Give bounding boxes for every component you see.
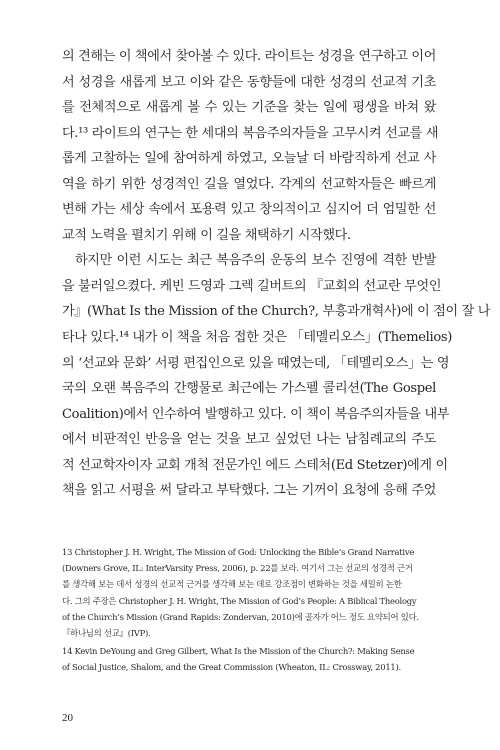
body-line: 하지만 이런 시도는 최근 복음주의 운동의 보수 진영에 격한 반발 [75, 253, 436, 269]
body-line: 서 성경을 새롭게 보고 이와 같은 동향들에 대한 성경의 선교적 기초 [62, 74, 436, 90]
footnote-line: (Downers Grove, IL: InterVarsity Press, 2006), p. 22를 보라. 여기서 그는 선교의 성경적 근거 [62, 563, 413, 574]
footnote-line: of Social Justice, Shalom, and the Great Commission (Wheaton, IL: Crossway, 2011). [62, 662, 401, 673]
body-text [62, 44, 491, 504]
body-line: 역을 하기 위한 성경적인 길을 열었다. 각계의 선교학자들은 빠르게 [62, 176, 436, 192]
body-line: 의 견해는 이 책에서 찾아볼 수 있다. 라이트는 성경을 연구하고 이어 [62, 49, 436, 64]
footnote-line: 다. 그의 주장은 Christopher J. H. Wright, The Mission of God’s People: A Biblical Theology [62, 595, 417, 606]
body-line: 를 전체적으로 새롭게 볼 수 있는 기준을 찾는 일에 평생을 바쳐 왔 [62, 100, 436, 116]
footnote-line: 14 Kevin DeYoung and Greg Gilbert, What Is the Mission of the Church?: Making Sense [62, 646, 415, 657]
footnote-line: 『하나님의 선교』(IVP). [62, 627, 151, 638]
footnote-line: 를 생각해 보는 데서 성경의 선교적 근거를 생각해 보는 데로 강조점이 변화하는 것을 세밀히 논한 [62, 579, 402, 590]
body-line: 을 불러일으켰다. 케빈 드영과 그렉 길버트의 『교회의 선교란 무엇인 [62, 278, 442, 294]
body-line: 타나 있다.¹⁴ 내가 이 책을 처음 접한 것은 「테멜리오스」(Themelios) [62, 330, 452, 346]
body-line: 국의 오랜 복음주의 간행물로 최근에는 가스펠 콜리션(The Gospel [62, 381, 436, 397]
body-line: 에서 비판적인 반응을 얻는 것을 보고 싶었던 나는 남침례교의 주도 [62, 432, 436, 448]
body-line: 책을 읽고 서평을 써 달라고 부탁했다. 그는 기꺼이 요청에 응해 주었 [62, 483, 436, 499]
footnote-line: of the Church’s Mission (Grand Rapids: Zondervan, 2010)에 골자가 어느 정도 요약되어 있다. [62, 611, 419, 622]
body-line: 가』(What Is the Mission of the Church?, 부흥과개혁사)에 이 점이 잘 나 [62, 304, 491, 320]
body-line: 의 ‘선교와 문화’ 서평 편집인으로 있을 때였는데, 「테멜리오스」는 영 [62, 355, 450, 371]
body-line: 변해 가는 세상 속에서 포용력 있고 창의적이고 심지어 더 엄밀한 선 [62, 202, 436, 218]
page-number: 20 [62, 712, 73, 724]
body-line: 다.¹³ 라이트의 연구는 한 세대의 복음주의자들을 고무시켜 선교를 새 [62, 125, 439, 141]
body-line: Coalition)에서 인수하여 발행하고 있다. 이 책이 복음주의자들을 내부 [62, 406, 450, 422]
body-line: 롭게 고찰하는 일에 참여하게 하였고, 오늘날 더 바람직하게 선교 사 [62, 151, 436, 167]
footnotes [62, 544, 436, 676]
body-line: 적 선교학자이자 교회 개척 전문가인 에드 스테처(Ed Stetzer)에게 이 [62, 457, 448, 473]
footnote-line: 13 Christopher J. H. Wright, The Mission of God: Unlocking the Bible’s Grand Narrative [62, 547, 415, 557]
body-line: 교적 노력을 펼치기 위해 이 길을 채택하기 시작했다. [62, 227, 351, 243]
